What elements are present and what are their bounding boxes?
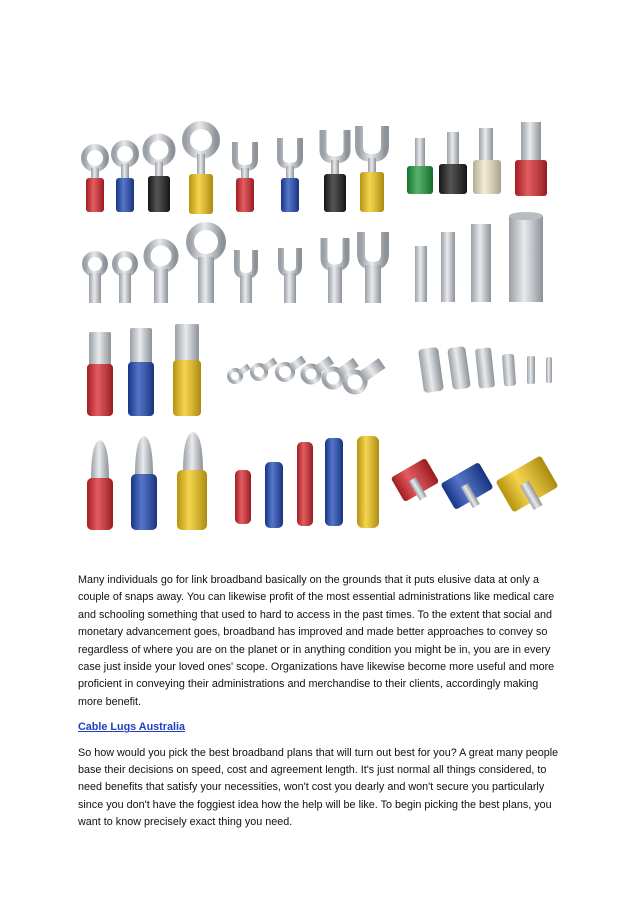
- article-paragraph: Many individuals go for link broadband basically on the grounds that it puts elusive data at only a couple of snaps away. You can likewise profit of the most essential administrations like medical care and schooling something that used to hard to access in the past times. To the extent that social and monetary advancement goes, broadband has improved and made better approaches to convey so regardless of where you are on the planet or in anything condition you might be in, you are in every case just inside your loved ones' scope. Organizations have likewise become more useful and more proficient in conveying their administrations and merchandise to their clients, accordingly making more benefit.: [78, 574, 555, 708]
- sleeve-shading: [236, 178, 254, 212]
- sleeve-shading: [131, 474, 157, 530]
- butt-splice-icon: [325, 438, 343, 526]
- tap-splice-icon: [440, 462, 497, 516]
- butt-splice-icon: [418, 347, 444, 393]
- ring-terminal-icon: [147, 242, 175, 303]
- ring-terminal-icon: [190, 226, 222, 303]
- fork-terminal-icon: [324, 238, 346, 303]
- insulated-ring-terminals: [84, 125, 216, 214]
- ferrule-icon: [415, 246, 427, 302]
- butt-splice-icon: [502, 354, 516, 387]
- sleeve-shading: [360, 172, 384, 212]
- ring-terminal-icon: [84, 147, 106, 212]
- bare-ring-terminals: [85, 226, 222, 303]
- butt-splice-icon: [235, 470, 251, 524]
- ferrule-icon: [473, 128, 501, 194]
- butt-splice-icon: [546, 357, 552, 383]
- sleeve-shading: [173, 360, 201, 416]
- ferrule-icon: [407, 138, 433, 194]
- sleeve-shading: [357, 436, 379, 528]
- sleeve-shading: [177, 470, 207, 530]
- cable-lugs: [227, 352, 388, 396]
- insulated-ferrules: [407, 122, 547, 196]
- sleeve-shading: [439, 164, 467, 194]
- cable-lugs-link[interactable]: Cable Lugs Australia: [78, 721, 185, 734]
- ring-terminal-icon: [85, 254, 105, 303]
- bullet-connector-icon: [131, 436, 157, 530]
- terminals-illustration: [75, 120, 565, 548]
- female-spade-terminals: [87, 324, 201, 416]
- insulated-fork-terminals: [235, 126, 385, 212]
- fork-terminal-icon: [281, 248, 299, 303]
- sleeve-shading: [407, 166, 433, 194]
- fork-terminal-icon: [359, 126, 385, 212]
- terminals-image: [75, 120, 565, 548]
- bullet-connectors: [87, 432, 207, 530]
- ferrule-icon: [471, 224, 491, 302]
- butt-splice-icon: [475, 347, 495, 388]
- butt-splice-icon: [527, 356, 535, 384]
- sleeve-shading: [189, 174, 213, 214]
- cable-lug-icon: [249, 355, 279, 382]
- sleeve-shading: [281, 178, 299, 212]
- sleeve-shading: [515, 160, 547, 196]
- ring-terminal-icon: [114, 143, 136, 212]
- ring-terminal-icon: [186, 125, 216, 214]
- butt-splice-icon: [357, 436, 379, 528]
- sleeve-shading: [265, 462, 283, 528]
- sleeve-shading: [473, 160, 501, 194]
- sleeve-shading: [235, 470, 251, 524]
- ferrule-icon: [515, 122, 547, 196]
- fork-terminal-icon: [361, 232, 385, 303]
- sleeve-shading: [128, 362, 154, 416]
- tap-splice-icon: [391, 458, 443, 507]
- insulated-butt-splices: [235, 436, 379, 528]
- sleeve-shading: [87, 364, 113, 416]
- fork-terminal-icon: [323, 130, 347, 212]
- sleeve-shading: [86, 178, 104, 212]
- butt-splice-icon: [297, 442, 313, 526]
- butt-splice-icon: [447, 346, 471, 390]
- spade-terminal-icon: [173, 324, 201, 416]
- sleeve-shading: [116, 178, 134, 212]
- cable-lug-icon: [227, 361, 253, 384]
- bare-fork-terminals: [237, 232, 385, 303]
- bullet-connector-icon: [177, 432, 207, 530]
- ferrule-icon: [439, 132, 467, 194]
- ring-terminal-icon: [146, 137, 172, 212]
- bare-butt-connectors: [418, 346, 552, 393]
- ferrule-icon: [509, 212, 543, 302]
- link-paragraph: [78, 719, 560, 736]
- spade-terminal-icon: [128, 328, 154, 416]
- spade-terminal-icon: [87, 332, 113, 416]
- butt-splice-icon: [265, 462, 283, 528]
- ferrule-icon: [441, 232, 455, 302]
- fork-terminal-icon: [280, 138, 300, 212]
- bare-ferrules: [415, 212, 543, 302]
- sleeve-shading: [297, 442, 313, 526]
- sleeve-shading: [325, 438, 343, 526]
- bullet-connector-icon: [87, 440, 113, 530]
- tap-splice-connectors: [391, 455, 563, 519]
- cable-lug-icon: [341, 355, 388, 396]
- fork-terminal-icon: [237, 250, 255, 303]
- tap-splice-icon: [495, 455, 562, 519]
- sleeve-shading: [148, 176, 170, 212]
- sleeve-shading: [324, 174, 346, 212]
- fork-terminal-icon: [235, 142, 255, 212]
- article-paragraph: So how would you pick the best broadband plans that will turn out best for you? A great many people base their decisions on speed, cost and agreement length. It's just normal all things considered, to need benefits that satisfy your necessities, won't cost you dearly and won't secure you particularly since you don't have the foggiest idea how the help will be like. To begin picking the best plans, you want to know precisely exact thing you need.: [78, 746, 559, 829]
- article-body: [78, 572, 560, 832]
- sleeve-shading: [87, 478, 113, 530]
- ring-terminal-icon: [115, 254, 135, 303]
